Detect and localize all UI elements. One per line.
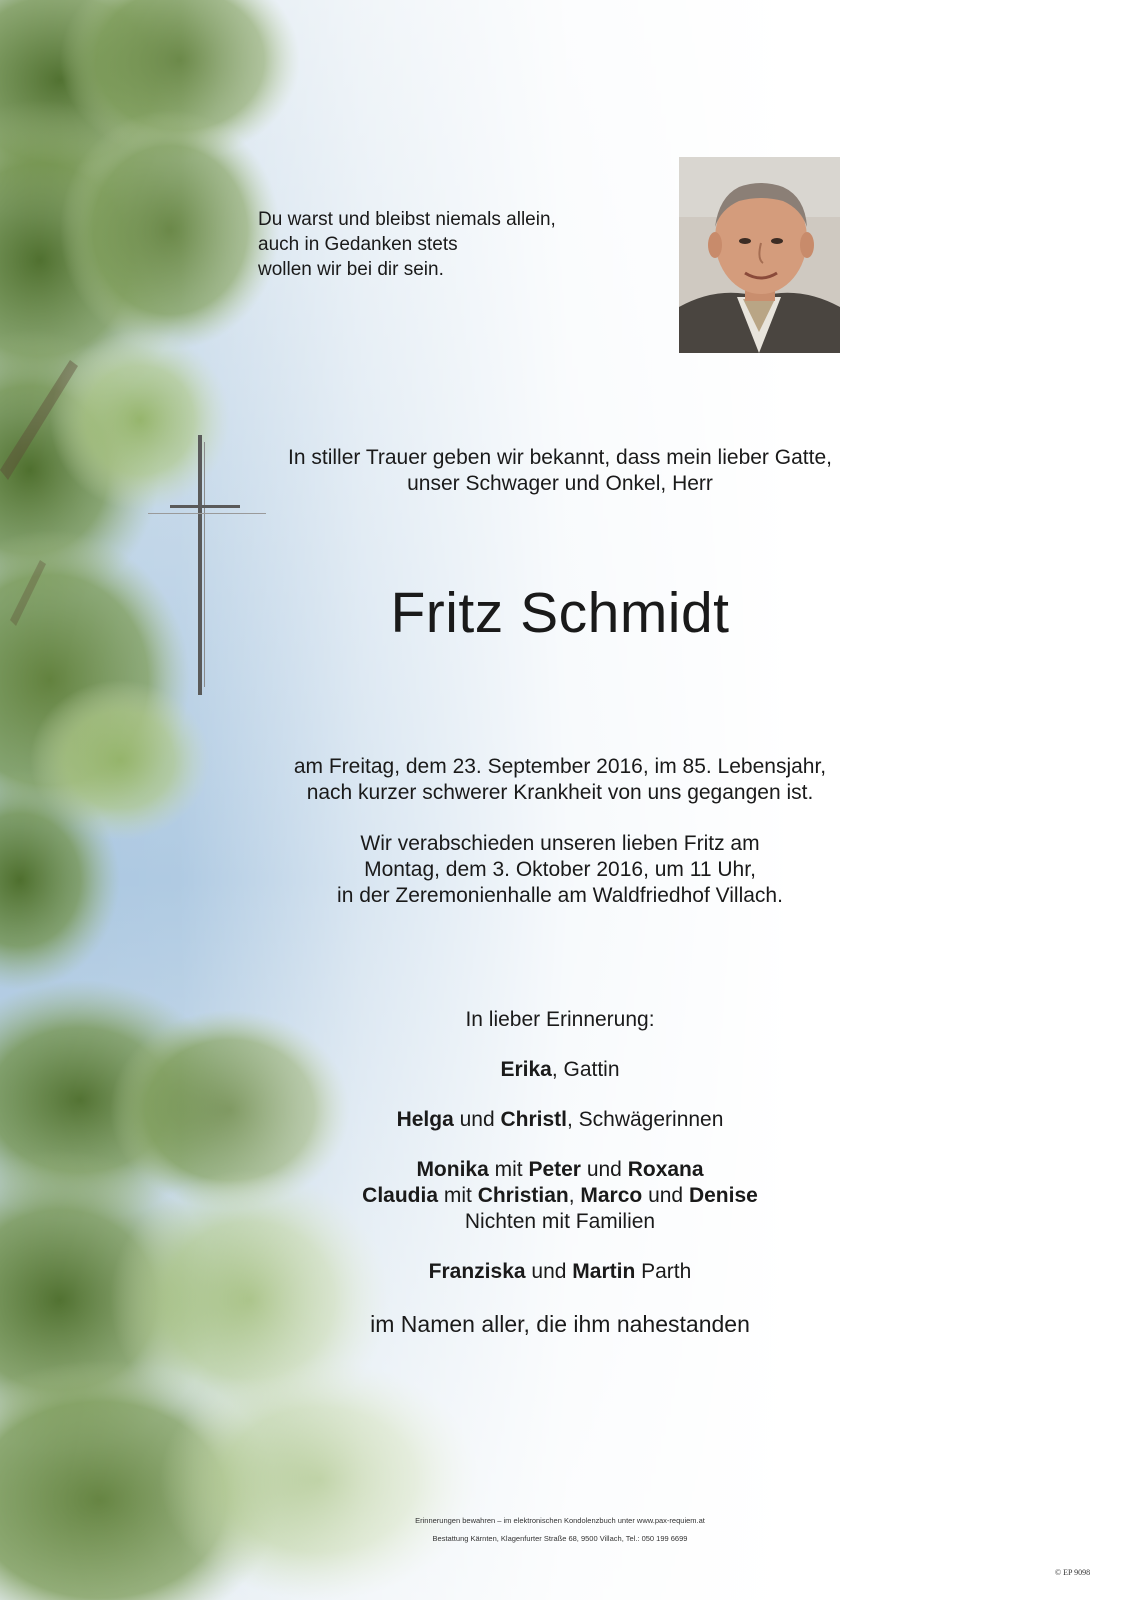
document-code: © EP 9098 [1055,1568,1091,1577]
mourner-nieces-line-1: Monika mit Peter und Roxana [416,1158,704,1181]
footer-address-line: Bestattung Kärnten, Klagenfurter Straße 68, 9500 Villach, Tel.: 050 199 6699 [432,1534,688,1543]
portrait-photo [679,157,840,353]
farewell-line: Wir verabschieden unseren lieben Fritz am [360,832,760,855]
closing-line: im Namen aller, die ihm nahestanden [370,1311,750,1337]
cross-icon [148,430,268,700]
mourners-heading: In lieber Erinnerung: [465,1008,655,1031]
mourner-sisters-in-law: Helga und Christl, Schwägerinnen [396,1108,724,1131]
announcement-text [255,445,865,497]
announcement-line: In stiller Trauer geben wir bekannt, dass mein lieber Gatte, [288,446,832,469]
farewell-line: Montag, dem 3. Oktober 2016, um 11 Uhr, [364,858,756,881]
farewell-line: in der Zeremonienhalle am Waldfriedhof Villach. [337,884,783,907]
deceased-name: Fritz Schmidt [390,581,730,645]
mourner-nieces-role: Nichten mit Familien [464,1210,656,1233]
poem-line: wollen wir bei dir sein. [258,259,444,280]
mourners-list [255,1007,865,1285]
poem-line: auch in Gedanken stets [258,234,458,255]
farewell-info [255,831,865,909]
mourner-spouse: Erika, Gattin [500,1058,620,1081]
memorial-poem [258,207,618,282]
death-line: nach kurzer schwerer Krankheit von uns gegangen ist. [306,781,814,804]
death-notice [255,754,865,806]
poem-line: Du warst und bleibst niemals allein, [258,209,556,230]
footer-condolence-line: Erinnerungen bewahren – im elektronischen Kondolenzbuch unter www.pax-requiem.at [415,1516,705,1525]
death-line: am Freitag, dem 23. September 2016, im 85. Lebensjahr, [293,755,827,778]
mourner-nieces-line-2: Claudia mit Christian, Marco und Denise [362,1184,758,1207]
announcement-line: unser Schwager und Onkel, Herr [407,472,713,495]
mourner-parth: Franziska und Martin Parth [428,1260,692,1283]
footer [255,1512,865,1548]
